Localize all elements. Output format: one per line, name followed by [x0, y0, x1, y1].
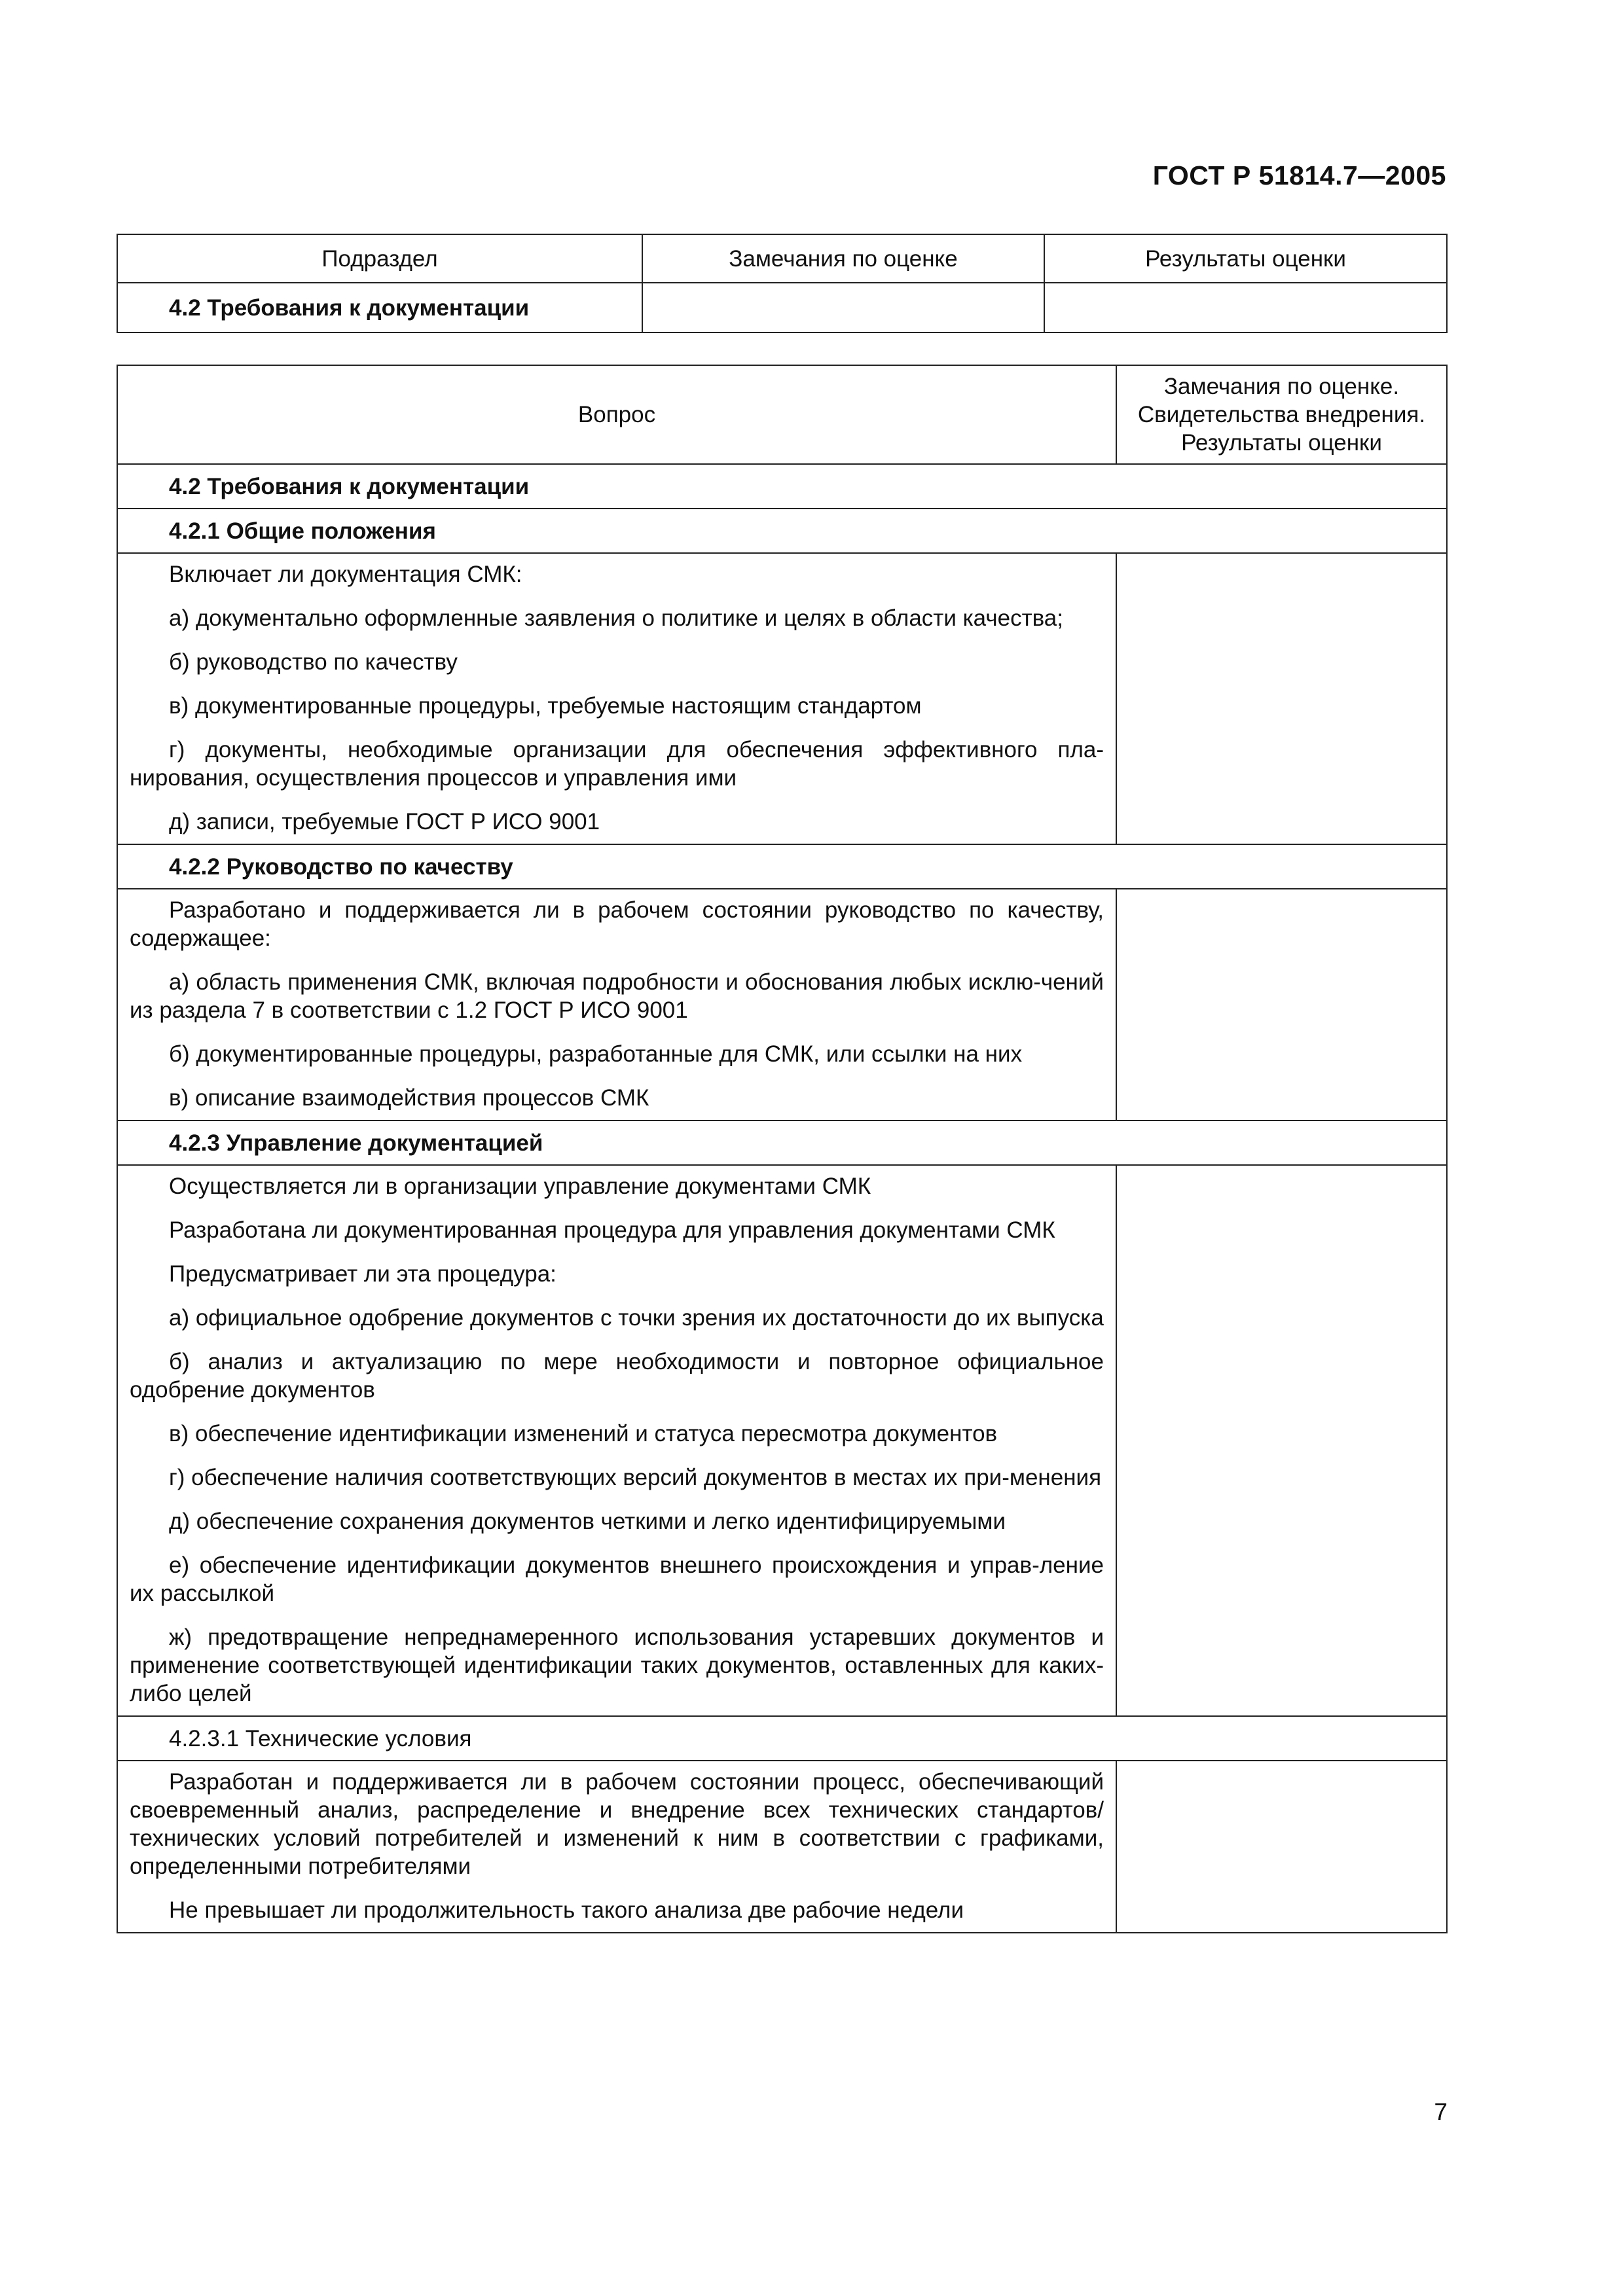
column-header-remarks-evidence: Замечания по оценке. Свидетельства внедрения. Результаты оценки: [1116, 365, 1447, 464]
question-item: г) обеспечение наличия соответствующих версий документов в местах их при-менения: [169, 1465, 1102, 1490]
answer-cell: [1116, 1165, 1447, 1716]
question-item: Разработано и поддерживается ли в рабочем состоянии руководство по качеству, содержащее:: [130, 897, 1104, 951]
section-row: [117, 509, 1447, 553]
question-item: е) обеспечение идентификации документов внешнего происхождения и управ-ление их рассылкой: [130, 1552, 1104, 1606]
subsection-summary-table: [117, 234, 1448, 333]
section-4-2-title: 4.2 Требования к документации: [117, 464, 1447, 509]
remarks-cell: [642, 283, 1044, 332]
table-row: [117, 283, 1447, 332]
section-4-2-3-1-title: 4.2.3.1 Технические условия: [117, 1716, 1447, 1761]
column-header-results: Результаты оценки: [1044, 234, 1447, 283]
question-block-4-2-1: [117, 553, 1116, 844]
section-4-2-3-title: 4.2.3 Управление документацией: [117, 1121, 1447, 1165]
question-item: в) обеспечение идентификации изменений и статуса пересмотра документов: [169, 1421, 998, 1446]
question-block-4-2-2: [117, 889, 1116, 1121]
results-cell: [1044, 283, 1447, 332]
answer-cell: [1116, 553, 1447, 844]
question-item: а) документально оформленные заявления о политике и целях в области качества;: [169, 605, 1063, 631]
column-header-question: Вопрос: [117, 365, 1116, 464]
question-item: б) анализ и актуализацию по мере необходимости и повторное официальное одобрение документов: [130, 1349, 1104, 1403]
question-block-row: [117, 1761, 1447, 1933]
section-4-2-1-title: 4.2.1 Общие положения: [117, 509, 1447, 553]
question-item: в) документированные процедуры, требуемые настоящим стандартом: [169, 693, 922, 719]
question-block-row: [117, 889, 1447, 1121]
question-item: Не превышает ли продолжительность такого анализа две рабочие недели: [169, 1897, 964, 1923]
document-code: ГОСТ Р 51814.7—2005: [1152, 160, 1446, 190]
table-header-row: [117, 365, 1447, 464]
question-item: д) записи, требуемые ГОСТ Р ИСО 9001: [169, 809, 600, 834]
section-row: [117, 1121, 1447, 1165]
question-item: Разработан и поддерживается ли в рабочем состоянии процесс, обеспечивающий своевременный анализ, распределение и внедрение всех технических стандартов/ технических условий потребителей и изменений к ним в соответствии с графиками, определенными потребителями: [130, 1769, 1104, 1879]
column-header-subsection: Подраздел: [117, 234, 642, 283]
subsection-cell: 4.2 Требования к документации: [117, 283, 642, 332]
question-item: д) обеспечение сохранения документов четкими и легко идентифицируемыми: [169, 1509, 1006, 1534]
question-block-row: [117, 1165, 1447, 1716]
question-block-row: [117, 553, 1447, 844]
question-item: а) область применения СМК, включая подробности и обоснования любых исклю-чений из раздела 7 в соответствии с 1.2 ГОСТ Р ИСО 9001: [130, 969, 1104, 1023]
question-block-4-2-3: [117, 1165, 1116, 1716]
answer-cell: [1116, 1761, 1447, 1933]
question-item: а) официальное одобрение документов с точки зрения их достаточности до их выпуска: [169, 1305, 1104, 1331]
section-4-2-2-title: 4.2.2 Руководство по качеству: [117, 844, 1447, 889]
question-item: в) описание взаимодействия процессов СМК: [169, 1085, 649, 1111]
question-item: г) документы, необходимые организации для обеспечения эффективного пла-нирования, осуществления процессов и управления ими: [130, 737, 1104, 791]
page-number: 7: [1434, 2098, 1448, 2125]
question-block-4-2-3-1: [117, 1761, 1116, 1933]
question-item: Осуществляется ли в организации управление документами СМК: [169, 1174, 871, 1199]
column-header-remarks: Замечания по оценке: [642, 234, 1044, 283]
question-item: б) документированные процедуры, разработанные для СМК, или ссылки на них: [169, 1041, 1023, 1067]
question-item: Предусматривает ли эта процедура:: [169, 1261, 556, 1287]
question-item: Включает ли документация СМК:: [169, 562, 522, 587]
table-header-row: [117, 234, 1447, 283]
section-row: [117, 1716, 1447, 1761]
section-row: [117, 464, 1447, 509]
questions-table: [117, 365, 1448, 1933]
answer-cell: [1116, 889, 1447, 1121]
question-item: б) руководство по качеству: [169, 649, 458, 675]
section-row: [117, 844, 1447, 889]
question-item: ж) предотвращение непреднамеренного использования устаревших документов и применение соответствующей идентификации таких документов, оставленных для каких-либо целей: [130, 1624, 1104, 1706]
question-item: Разработана ли документированная процедура для управления документами СМК: [169, 1217, 1055, 1243]
